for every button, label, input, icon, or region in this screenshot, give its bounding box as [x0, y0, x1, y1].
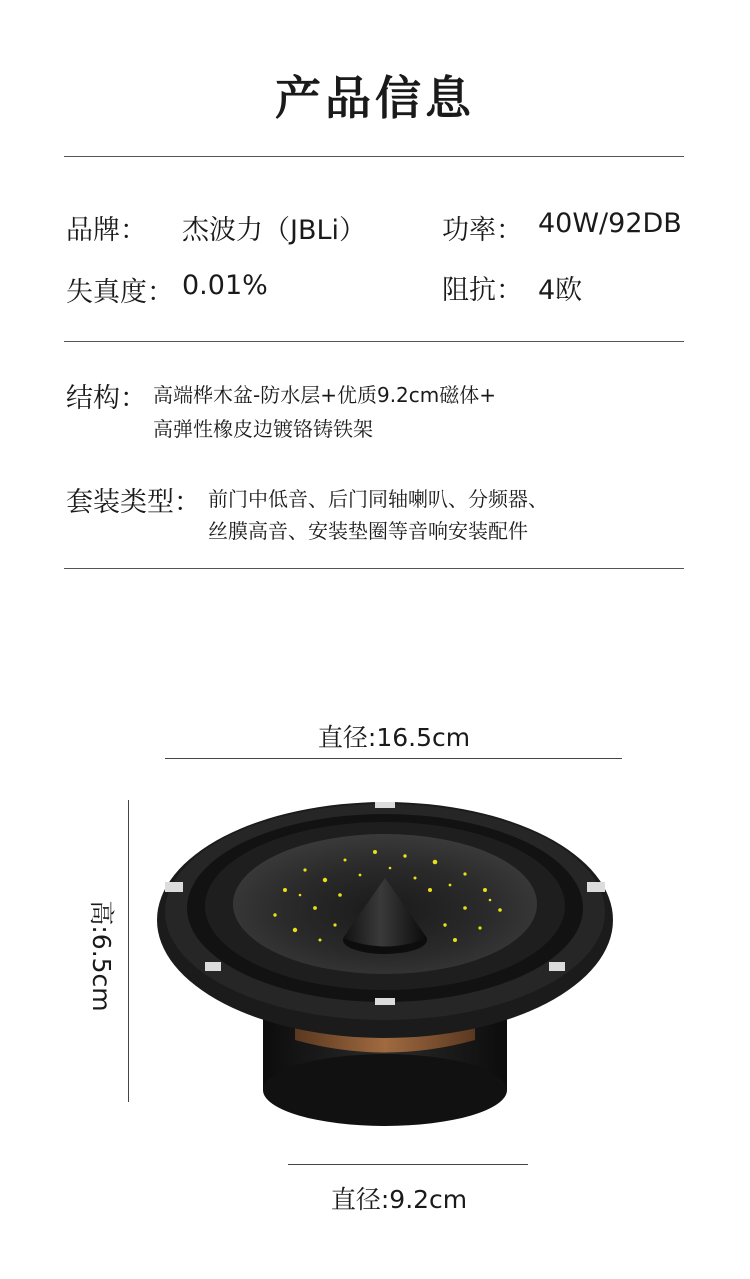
distortion-label: 失真度： [66, 277, 174, 308]
height-line [128, 800, 129, 1102]
speaker-image [145, 790, 625, 1140]
divider-middle [64, 341, 684, 342]
diameter-bottom-label: 直径:9.2cm [330, 1185, 468, 1214]
kit-line-2: 丝膜高音、安装垫圈等音响安装配件 [208, 519, 528, 543]
height-label: 高:6.5cm [87, 900, 116, 1012]
distortion-value: 0.01% [182, 270, 268, 301]
structure-line-1: 高端桦木盆-防水层+优质9.2cm磁体+ [153, 383, 497, 407]
kit-line-1: 前门中低音、后门同轴喇叭、分频器、 [208, 487, 548, 511]
impedance-value: 4欧 [538, 275, 583, 306]
brand-value: 杰波力（JBLi） [182, 215, 367, 246]
diameter-bottom-line [288, 1164, 528, 1165]
structure-label: 结构： [66, 383, 147, 414]
structure-line-2: 高弹性橡皮边镀铬铸铁架 [153, 417, 373, 441]
diameter-top-label: 直径:16.5cm [317, 723, 471, 752]
power-label: 功率： [442, 215, 523, 246]
kit-label: 套装类型： [66, 487, 201, 518]
divider-bottom [64, 568, 684, 569]
diameter-top-line [165, 758, 622, 759]
brand-label: 品牌： [66, 215, 147, 246]
page-title: 产品信息 [275, 71, 475, 125]
power-value: 40W/92DB [538, 208, 682, 239]
impedance-label: 阻抗： [442, 275, 523, 306]
divider-top [64, 156, 684, 157]
